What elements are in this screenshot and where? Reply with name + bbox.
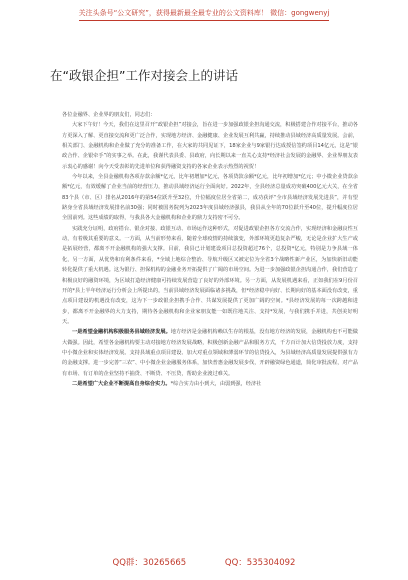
paragraph-1: 大家下午好！今天，我们在这里召开“政银企担”对接会，旨在进一步加强政银企担沟通交流，积极搭建合作对接平台，推动各方更深入了解、更直接交流和更广泛合作，实现地方经济、金融健康、企业发展互利共赢，持续推动县域经济高质量发展。会前，相关部门、金融机构和企业做了充分的准备工作，在大家的共同见证下，18家企业与9家银行达成授信签约项目14亿元，这是“银政合作、企银牵手”的实事之举。在此，我谨代表县委、县政府，向长期以来一直关心支持*经济社会发展的金融界、企业界朋友表示衷心的感谢！向今天受表彰的先进单位和获得融资支持的各家企业表示热烈的祝贺！ (62, 122, 358, 170)
bold-lead: 一是希望金融机构积极服务县域经济发展。 (72, 329, 171, 336)
banner-text: 关注头条号“公文研究”，获得最新最全最专业的公文资料库！ 微信：gongwenyj (79, 9, 330, 21)
footer (0, 556, 408, 574)
paragraph-2: 今年以来，全县金融机构各项存款余额*亿元，比年初增加*亿元，各项贷款余额*亿元，比年初增加*亿元；中小微企业贷款余额*亿元，有效缓解了企业当前的经营压力，推动县域经济运行全面向好。2022年，全县经济总量成功突破400亿元大关，在全省83个县（市、区）排名从2016年的第54位跃升至32位，升位幅度位居全省第二，成功获评“全市县域经济发展先进县”，并有望跻身全省县域经济发展排名前30强；同时被国务院列为2023年度县域经济强县，我县从全年的70位跃升至40位，提升幅度位居全国前列。这些成绩的取得，与我县各大金融机构和企业的鼎力支持密不可分。 (62, 174, 358, 222)
paragraph-5: 二是希望广大企业不断提高自身综合实力。*综合实力由小到大，由弱到强，经济社 (72, 380, 262, 387)
paragraph-4: 一是希望金融机构积极服务县域经济发展。地方经济是金融机构赖以生存的根基，没有地方经济的发展，金融机构也不可能做大做强。因此，希望各金融机构要主动对接地方经济发展战略，积极创新金融产品和服务方式，千方百计加大信贷投放力度，支持中小微企业和实体经济发展。支持县域重点项目建设、加大对重点领域和薄弱环节的信贷投入，为县域经济高质量发展提供强有力的金融支撑。进一步完善“三农”、中小微企业金融服务体系，加快普惠金融发展步伐，开辟融资绿色通道，简化审批流程，对产品有市场、有订单的企业坚持不抽贷、不断贷、不压贷，帮助企业渡过难关。 (62, 329, 358, 377)
salutation: 各位金融界、企业界的朋友们，同志们： (62, 112, 156, 118)
banner (0, 0, 408, 30)
footer-qq-group: QQ群：30265665 (112, 558, 187, 568)
footer-qq: QQ：535304092 (224, 558, 296, 568)
bold-lead: 二是希望广大企业不断提高自身综合实力。 (72, 380, 171, 387)
document-body (62, 110, 358, 389)
paragraph-3: 实践充分证明，政府搭台、银企对接、政银互动、市场运作这种形式，对促进政银企担各方交流合作，实现经济和金融良性互动，有着极其重要的意义。一方面，从当前形势来看，随着全球疫情的持续演变，外部环境更趋复杂严峻，无论是企业扩大生产或是拓展经营，都离不开金融机构的强大支撑。目前，我县已计划建设项目总投资超过76个，总投资*亿元，特别是力争县域一体化，另一方面，从优势和有利条件来看，*全域上地综合整治、导航升级区又被定位为全省3个战略性新产业区，为加快新旧动能转化提供了重大机遇。这为银行、担保机构的金融业务开拓提供了广阔的市场空间。为进一步加强政银企担沟通合作，我们营造了积极良好的融资环境，为区域打造经济健康可持续发展营造了良好的外部环境。另一方面，从发展机遇来看，正如我们在9月份召开的*县上半年经济运行分析会上所提出的，当前县域经济发展面临诸多挑战，但*经济稳中向好、长期向好的基本面没有改变，重点项目建设的机遇没有改变，这为下一步政银企担携手合作、共谋发展提供了更加广阔的空间。*县经济发展的每一次跨越和进步，都离不开金融界的大力支持，期待各金融机构和企业家朋友能一如既往地关注、支持*发展，与我们携手并进，共创美好明天。 (62, 225, 358, 325)
document-title: 在“政银企担”工作对接会上的讲话 (50, 68, 238, 83)
